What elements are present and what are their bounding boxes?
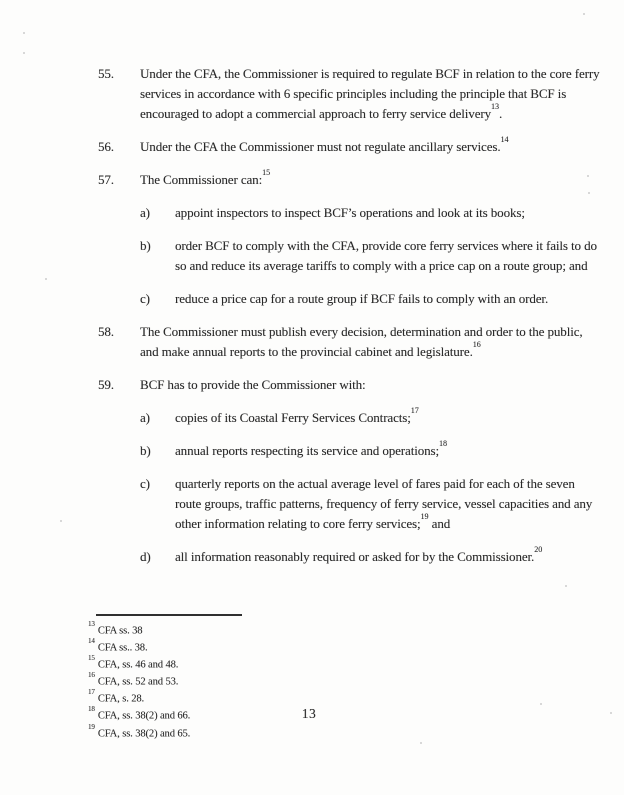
scan-speck: [60, 520, 62, 522]
list-item-text: [175, 544, 602, 567]
footnote-number: 17: [88, 688, 95, 697]
scan-speck: [540, 703, 542, 705]
paragraph-body: The Commissioner must publish every decision, determination and order to the public, and make annual reports to the provincial cabinet and legislature.: [140, 324, 583, 359]
footnote-number: 13: [88, 620, 95, 628]
paragraph-number: 58.: [98, 324, 114, 339]
list-item-body: quarterly reports on the actual average level of fares paid for each of the seven route groups, traffic patterns, frequency of ferry service, vessel capacities and any other information relating to core ferry services;: [175, 476, 593, 531]
paragraph-body: The Commissioner can:: [140, 172, 263, 187]
paragraph-text: [140, 322, 602, 362]
footnote-number: 18: [88, 705, 95, 714]
footnote-19: [88, 724, 190, 741]
footnote-ref-18: 18: [439, 438, 447, 448]
paragraph-tail: .: [499, 106, 503, 121]
footnote-ref-19: 19: [420, 511, 429, 521]
paragraph-number: 59.: [98, 377, 114, 392]
list-item-body: appoint inspectors to inspect BCF’s operations and look at its books;: [175, 205, 525, 220]
footnote-ref-20: 20: [534, 544, 543, 554]
document-body: [98, 64, 604, 580]
scan-speck: [610, 712, 612, 714]
list-item-text: [175, 203, 602, 223]
list-item-59d: [140, 544, 604, 567]
list-item-59b: [140, 438, 604, 461]
list-item-text: [175, 236, 602, 276]
list-item-text: [175, 289, 602, 309]
footnote-number: 14: [88, 637, 95, 646]
list-item-text: [175, 474, 602, 534]
footnote-text: CFA ss.. 38.: [97, 642, 148, 654]
paragraph-text: [140, 375, 602, 395]
list-item-body: all information reasonably required or asked for by the Commissioner.: [175, 549, 535, 564]
paragraph-number: 57.: [98, 172, 114, 187]
footnote-14: [88, 638, 190, 655]
footnote-number: 19: [88, 722, 95, 731]
footnote-15: [88, 655, 190, 672]
list-item-letter: a): [140, 410, 150, 425]
scan-speck: [23, 32, 25, 34]
list-item-57b: [140, 236, 604, 276]
scan-speck: [23, 52, 25, 54]
scan-speck: [420, 742, 422, 744]
paragraph-text: [140, 64, 602, 124]
footnotes-section: [88, 621, 190, 741]
list-item-body: annual reports respecting its service and operations;: [175, 443, 439, 458]
footnote-ref-14: 14: [500, 134, 509, 144]
footnote-text: CFA, ss. 38(2) and 66.: [97, 710, 191, 722]
paragraph-text: [140, 167, 602, 190]
page-number: 13: [301, 706, 317, 721]
list-item-letter: c): [140, 291, 150, 306]
scan-speck: [45, 278, 47, 280]
scan-speck: [583, 13, 585, 15]
list-item-57a: [140, 203, 604, 223]
list-item-body: order BCF to comply with the CFA, provide core ferry services where it fails to do so and reduce its average tariffs to comply with a price cap on a route group; and: [175, 238, 597, 273]
paragraph-body: BCF has to provide the Commissioner with:: [140, 377, 366, 392]
paragraph-body: Under the CFA the Commissioner must not regulate ancillary services.: [140, 139, 501, 154]
list-item-letter: c): [140, 476, 150, 491]
paragraph-body: Under the CFA, the Commissioner is required to regulate BCF in relation to the core ferry services in accordance with 6 specific principles including the principle that BCF is encouraged to adopt a commercial approach to ferry service delivery: [140, 66, 600, 121]
paragraph-number: 56.: [98, 139, 114, 154]
footnote-text: CFA, ss. 38(2) and 65.: [97, 728, 191, 740]
list-item-body: reduce a price cap for a route group if BCF fails to comply with an order.: [175, 291, 549, 306]
list-item-letter: d): [140, 549, 151, 564]
list-item-letter: a): [140, 205, 150, 220]
footnote-text: CFA, ss. 46 and 48.: [97, 659, 179, 671]
paragraph-58: [98, 322, 604, 362]
list-item-tail: and: [428, 516, 451, 531]
footnote-17: [88, 689, 190, 706]
footnote-number: 16: [88, 671, 95, 680]
footnote-separator: [96, 614, 242, 616]
footnote-ref-17: 17: [410, 405, 419, 415]
paragraph-number: 55.: [98, 66, 114, 81]
paragraph-55: [98, 64, 604, 124]
footnote-text: CFA, ss. 52 and 53.: [97, 676, 179, 688]
list-item-57c: [140, 289, 604, 309]
paragraph-56: [98, 134, 604, 157]
footnote-16: [88, 672, 190, 689]
footnote-text: CFA ss. 38: [97, 625, 143, 637]
footnote-18: [88, 706, 190, 723]
list-item-text: [175, 438, 602, 461]
footnote-13: [88, 621, 190, 638]
footnote-number: 15: [88, 654, 95, 663]
footnote-text: CFA, s. 28.: [97, 693, 145, 705]
list-item-59c: [140, 474, 604, 534]
scan-speck: [565, 585, 567, 587]
footnote-ref-13: 13: [491, 101, 499, 111]
list-item-59a: [140, 405, 604, 428]
paragraph-text: [140, 134, 602, 157]
list-item-letter: b): [140, 443, 151, 458]
footnote-ref-16: 16: [472, 339, 481, 349]
list-item-text: [175, 405, 602, 428]
paragraph-59: [98, 375, 604, 395]
footnote-ref-15: 15: [262, 167, 271, 177]
list-item-letter: b): [140, 238, 151, 253]
list-item-body: copies of its Coastal Ferry Services Contracts;: [175, 410, 411, 425]
paragraph-57: [98, 167, 604, 190]
